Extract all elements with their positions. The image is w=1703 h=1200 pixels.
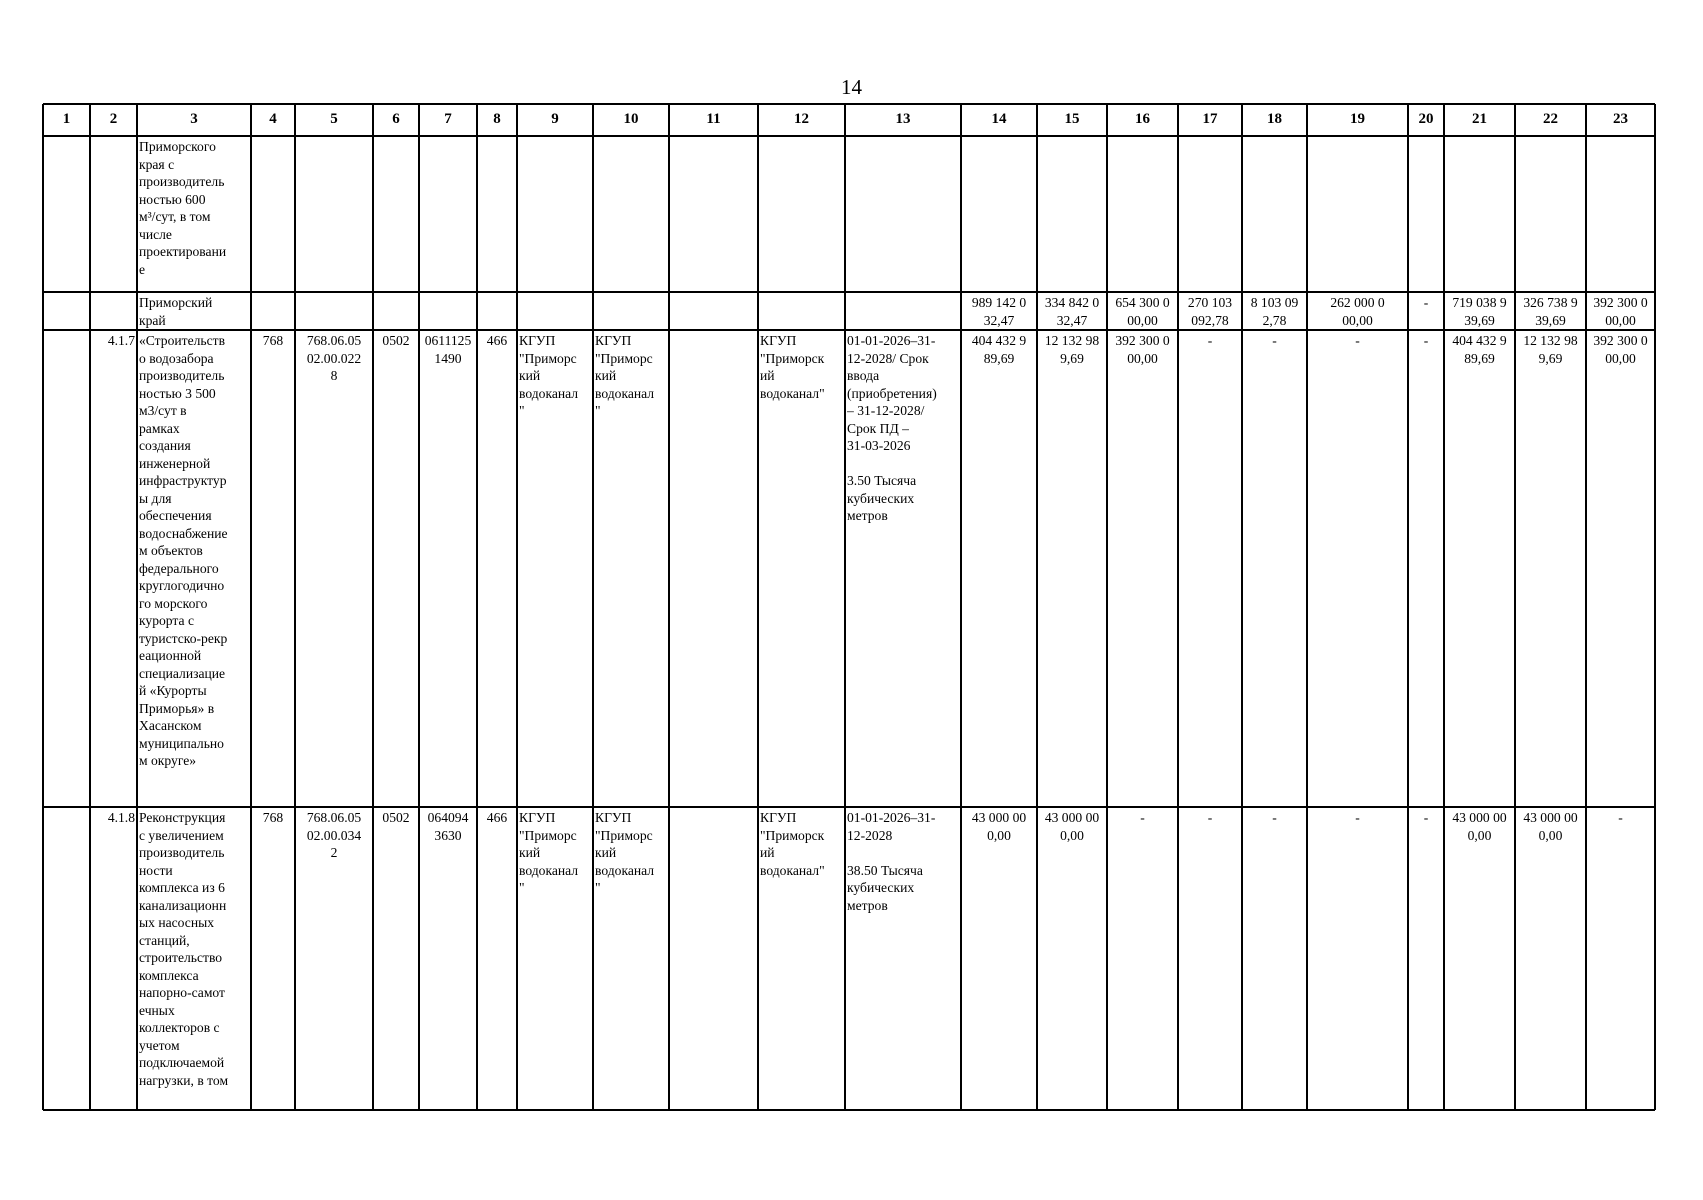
column-header: 22 xyxy=(1543,111,1558,127)
table-cell: 768.06.05 02.00.022 8 xyxy=(306,333,362,383)
table-cell: 01-01-2026–31- 12-2028 38.50 Тысяча кубических метров xyxy=(847,810,936,913)
table-cell: 270 103 092,78 xyxy=(1187,295,1233,328)
table-cell: 064094 3630 xyxy=(427,810,469,843)
table-cell: 392 300 0 00,00 xyxy=(1115,333,1170,366)
column-header: 20 xyxy=(1418,111,1434,127)
table-cell: КГУП "Приморс кий водоканал " xyxy=(519,810,579,895)
column-header: 7 xyxy=(444,111,452,127)
column-header: 5 xyxy=(330,111,338,127)
table-cell: - xyxy=(1272,333,1277,348)
table-cell: КГУП "Приморск ий водоканал" xyxy=(760,333,825,401)
table-cell: 262 000 0 00,00 xyxy=(1330,295,1385,328)
column-header: 17 xyxy=(1202,111,1218,127)
table-cell: 404 432 9 89,69 xyxy=(971,333,1027,366)
column-header: 2 xyxy=(109,111,118,127)
table-cell: 01-01-2026–31- 12-2028/ Срок ввода (приобретения) – 31-12-2028/ Срок ПД – 31-03-2026 3.50 Тысяча кубических метров xyxy=(847,333,937,523)
table-cell: 8 103 09 2,78 xyxy=(1250,295,1299,328)
column-header: 13 xyxy=(895,111,911,127)
table-cell: 719 038 9 39,69 xyxy=(1452,295,1507,328)
column-header: 10 xyxy=(623,111,639,127)
table-cell: КГУП "Приморс кий водоканал " xyxy=(595,810,655,895)
table-cell: 768 xyxy=(262,333,284,348)
column-header: 9 xyxy=(551,111,559,127)
table-cell: 0502 xyxy=(382,810,410,825)
column-header: 19 xyxy=(1350,111,1365,127)
table-cell: КГУП "Приморск ий водоканал" xyxy=(760,810,825,878)
table-cell: 4.1.8 xyxy=(107,810,135,825)
table-cell: 0611125 1490 xyxy=(424,333,472,366)
column-header: 21 xyxy=(1472,111,1487,127)
column-header: 12 xyxy=(794,111,809,127)
table-cell: 768.06.05 02.00.034 2 xyxy=(306,810,362,860)
table-cell: - xyxy=(1423,810,1429,825)
page-number: 14 xyxy=(841,75,862,99)
table-cell: 466 xyxy=(486,810,508,825)
table-cell: КГУП "Приморс кий водоканал " xyxy=(519,333,579,418)
column-header: 14 xyxy=(991,111,1007,127)
table-cell: «Строительств о водозабора производитель ностью 3 500 м3/сут в рамках создания инженерной инфраструктур ы для обеспечения водоснабжение м объектов федерального круглогодично го морского курорта с туристско-рекр еационной специализацие й «Курорты Приморья» в Хасанском муниципально м округе» xyxy=(139,333,228,768)
table-cell: 404 432 9 89,69 xyxy=(1452,333,1507,366)
table-cell: - xyxy=(1618,810,1623,825)
column-header: 4 xyxy=(269,111,277,127)
column-header: 6 xyxy=(392,111,400,127)
table-cell: 43 000 00 0,00 xyxy=(1452,810,1507,843)
table-cell: - xyxy=(1423,295,1429,310)
table-cell: 0502 xyxy=(382,333,410,348)
table-cell: - xyxy=(1272,810,1277,825)
table-cell: 334 842 0 32,47 xyxy=(1044,295,1100,328)
column-header: 16 xyxy=(1135,111,1150,127)
table-cell: Приморского края с производитель ностью 600 м³/сут, в том числе проектировани е xyxy=(139,139,227,277)
table-cell: 768 xyxy=(262,810,284,825)
table-cell: - xyxy=(1207,333,1213,348)
table-cell: 4.1.7 xyxy=(107,333,135,348)
table-cell: 326 738 9 39,69 xyxy=(1523,295,1578,328)
table-cell: КГУП "Приморс кий водоканал " xyxy=(595,333,655,418)
table-cell: - xyxy=(1355,810,1360,825)
column-header: 23 xyxy=(1613,111,1628,127)
table-cell: 43 000 00 0,00 xyxy=(1523,810,1578,843)
table-cell: 12 132 98 9,69 xyxy=(1044,333,1100,366)
table-cell: Приморский край xyxy=(139,295,213,328)
table-cell: - xyxy=(1140,810,1145,825)
table-cell: 654 300 0 00,00 xyxy=(1115,295,1170,328)
table-cell: Реконструкция с увеличением производитель ности комплекса из 6 канализационн ых насосных станций, строительство комплекса напорно-самот ечных коллекторов с учетом подключаемой нагрузки, в том xyxy=(139,810,229,1088)
column-header: 1 xyxy=(62,111,71,127)
column-header: 11 xyxy=(706,111,721,127)
table-cell: 43 000 00 0,00 xyxy=(1044,810,1100,843)
table-cell: 989 142 0 32,47 xyxy=(971,295,1027,328)
table-cell: 392 300 0 00,00 xyxy=(1593,295,1648,328)
table-cell: - xyxy=(1207,810,1213,825)
column-header: 3 xyxy=(190,111,198,127)
column-header: 18 xyxy=(1267,111,1282,127)
table-cell: 392 300 0 00,00 xyxy=(1593,333,1648,366)
table-cell: 466 xyxy=(486,333,508,348)
column-header: 8 xyxy=(493,111,501,127)
column-header: 15 xyxy=(1064,111,1080,127)
table-cell: 43 000 00 0,00 xyxy=(971,810,1027,843)
table-cell: 12 132 98 9,69 xyxy=(1523,333,1578,366)
table-cell: - xyxy=(1423,333,1429,348)
table-cell: - xyxy=(1355,333,1360,348)
